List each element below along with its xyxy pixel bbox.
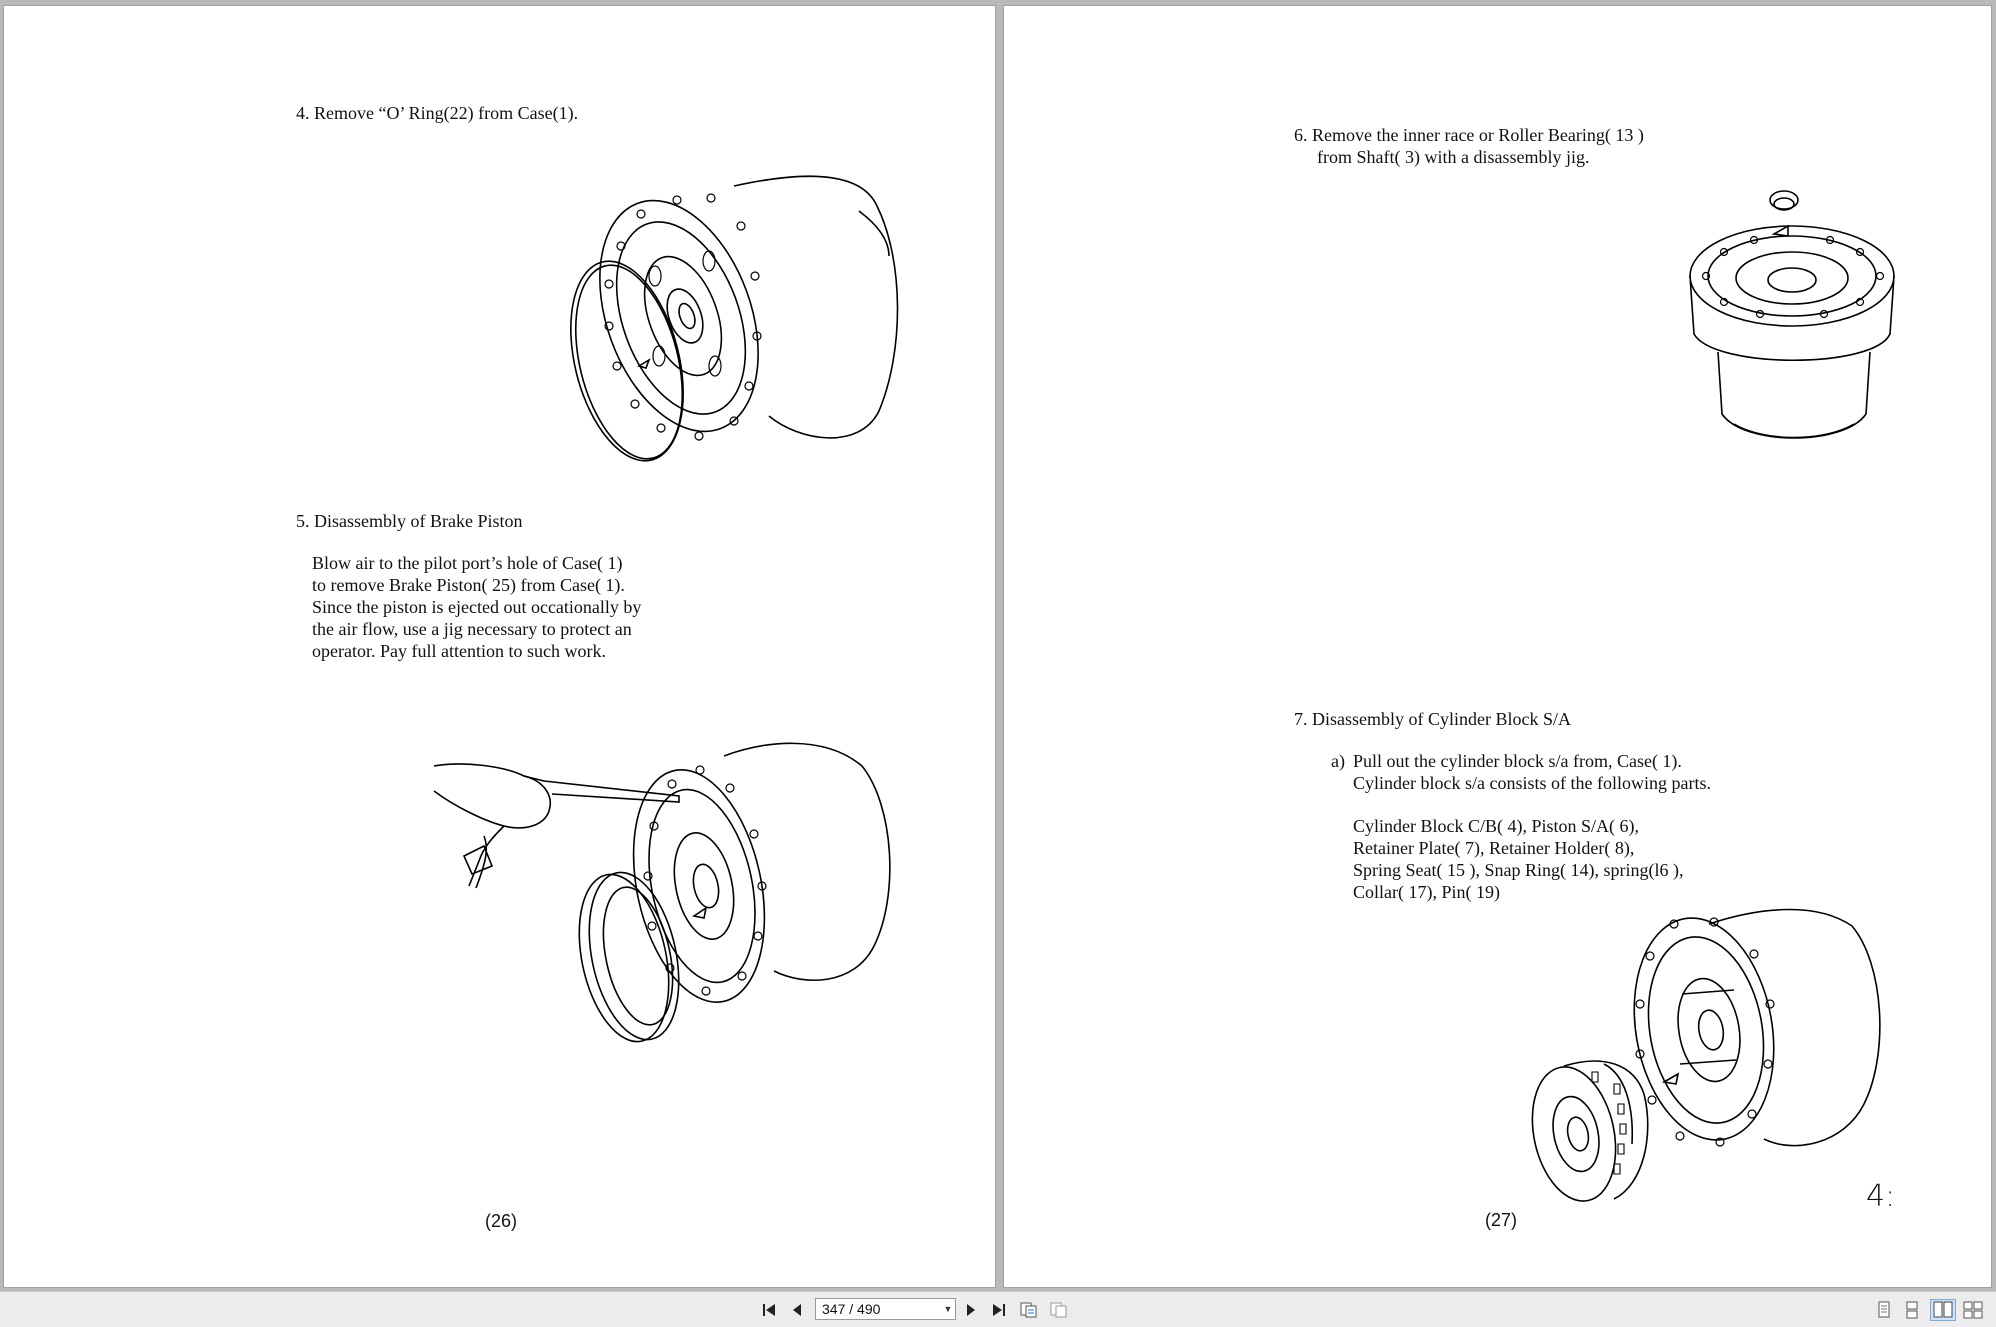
step7a-line-2: Cylinder block s/a consists of the following parts.	[1353, 773, 1711, 793]
parts-line-2: Retainer Plate( 7), Retainer Holder( 8),	[1353, 838, 1635, 858]
continuous-page-icon	[1905, 1301, 1919, 1319]
navigation-toolbar	[0, 1291, 1996, 1327]
page-left	[4, 6, 995, 1287]
previous-page-icon	[790, 1302, 804, 1318]
facing-continuous-view-button[interactable]	[1962, 1299, 1984, 1321]
facing-pages-view-button[interactable]	[1930, 1299, 1956, 1321]
previous-page-button[interactable]	[788, 1299, 806, 1321]
single-page-icon	[1877, 1301, 1891, 1319]
next-page-button[interactable]	[962, 1299, 980, 1321]
first-page-icon	[761, 1302, 779, 1318]
page-right	[1004, 6, 1991, 1287]
step4-text: 4. Remove “O’ Ring(22) from Case(1).	[296, 103, 579, 123]
step5-line-2: to remove Brake Piston( 25) from Case( 1).	[312, 575, 625, 595]
facing-continuous-icon	[1963, 1301, 1983, 1319]
first-page-button[interactable]	[760, 1299, 780, 1321]
parts-line-4: Collar( 17), Pin( 19)	[1353, 882, 1500, 902]
page-indicator-value: 347 / 490	[822, 1301, 881, 1317]
step5-line-5: operator. Pay full attention to such work.	[312, 641, 606, 661]
parts-line-1: Cylinder Block C/B( 4), Piston S/A( 6),	[1353, 816, 1640, 836]
oring-removal-figure	[559, 166, 919, 466]
step6-line-1: 6. Remove the inner race or Roller Bearing( 13 )	[1294, 125, 1644, 145]
page-number-left: (26)	[485, 1211, 518, 1231]
facing-pages-icon	[1933, 1301, 1953, 1319]
last-page-button[interactable]	[988, 1299, 1008, 1321]
copy-page-icon	[1019, 1301, 1039, 1319]
last-page-icon	[989, 1302, 1007, 1318]
page-number-right: (27)	[1485, 1210, 1518, 1230]
chevron-down-icon[interactable]: ▼	[943, 1304, 953, 1314]
cylinder-block-figure	[1514, 904, 1894, 1214]
next-page-icon	[964, 1302, 978, 1318]
copy-page-button[interactable]	[1018, 1299, 1040, 1321]
continuous-page-view-button[interactable]	[1902, 1299, 1922, 1321]
step7a-line-1: Pull out the cylinder block s/a from, Case( 1).	[1353, 751, 1682, 771]
corner-mark: 4:	[1866, 1179, 1896, 1214]
parts-line-3: Spring Seat( 15 ), Snap Ring( 14), spring(l6 ),	[1353, 860, 1684, 880]
step5-line-3: Since the piston is ejected out occationally by	[312, 597, 642, 617]
step5-line-1: Blow air to the pilot port’s hole of Case( 1)	[312, 553, 623, 573]
step5-title: 5. Disassembly of Brake Piston	[296, 511, 523, 531]
single-page-view-button[interactable]	[1874, 1299, 1894, 1321]
page-layout-button[interactable]	[1048, 1299, 1070, 1321]
step6-line-2: from Shaft( 3) with a disassembly jig.	[1317, 147, 1590, 167]
step7a-marker: a)	[1331, 751, 1345, 771]
step5-line-4: the air flow, use a jig necessary to protect an	[312, 619, 632, 639]
page-number-input[interactable]	[815, 1298, 956, 1320]
brake-piston-figure	[424, 736, 924, 1046]
bearing-removal-figure	[1684, 184, 1904, 454]
step7-title: 7. Disassembly of Cylinder Block S/A	[1294, 709, 1571, 729]
page-layout-icon	[1049, 1301, 1069, 1319]
